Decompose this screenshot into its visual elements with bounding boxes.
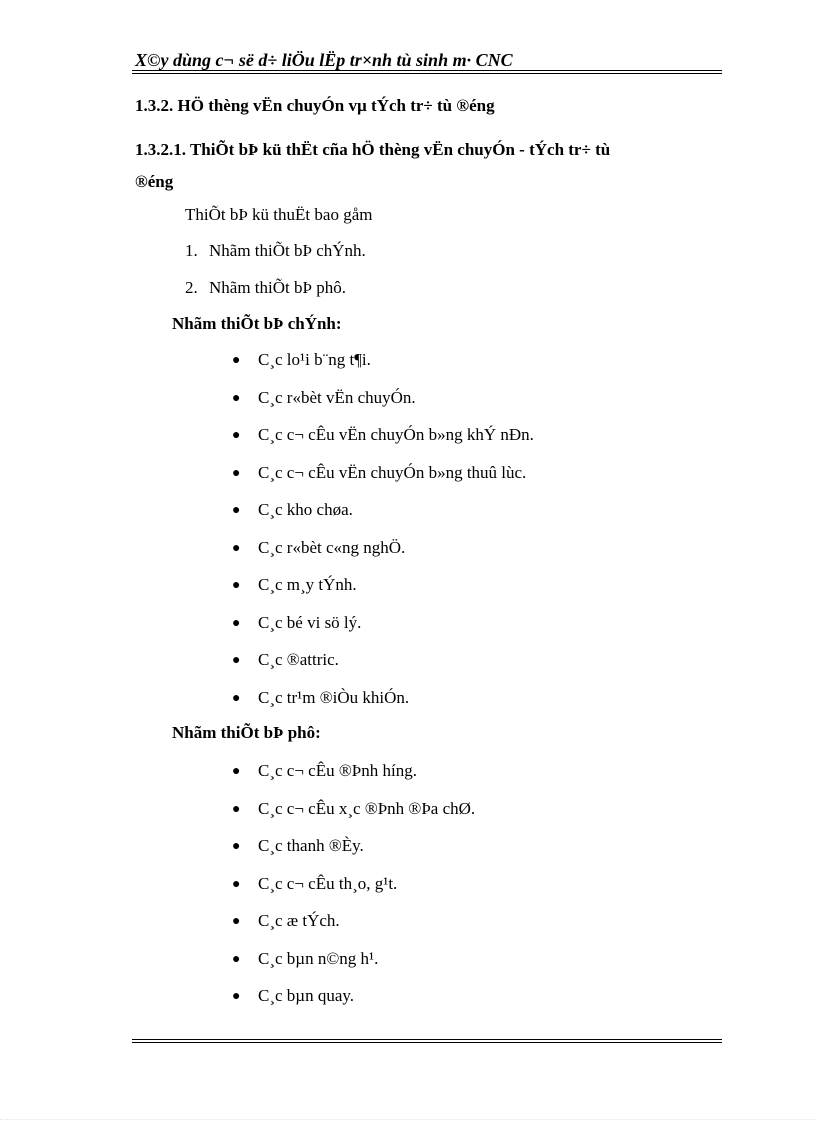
list-item: [232, 873, 475, 911]
list-item-text: C¸c r«bèt vËn chuyÓn.: [258, 387, 416, 407]
list-item-text: C¸c c¬ cÊu x¸c ®Þnh ®Þa chØ.: [258, 798, 476, 818]
list-item: [232, 462, 534, 500]
list-item-text: C¸c m¸y tÝnh.: [258, 575, 357, 594]
section-heading: 1.3.2. HÖ thèng vËn chuyÓn vµ tÝch tr÷ tù ®éng: [135, 96, 495, 115]
bullet-icon: ●: [232, 615, 241, 631]
bullet-icon: ●: [232, 428, 241, 443]
bullet-icon: ●: [232, 465, 241, 481]
bullet-icon: ●: [232, 540, 241, 556]
list-item: [232, 948, 475, 986]
item-number: 1.: [185, 241, 198, 260]
list-item-text: C¸c lo¹i b¨ng t¶i.: [258, 350, 371, 369]
subsection-heading-line1: 1.3.2.1. ThiÕt bÞ kü thËt cña hÖ thèng vËn chuyÓn - tÝch tr÷ tù: [135, 140, 611, 159]
numbered-item: [185, 277, 366, 314]
list-item-text: C¸c c¬ cÊu ®Þnh híng.: [258, 761, 417, 780]
aux-group-heading: Nhãm thiÕt bÞ phô:: [172, 723, 321, 742]
numbered-item: [185, 240, 366, 277]
list-item-text: C¸c æ tÝch.: [258, 911, 340, 930]
header-rule-1: [132, 70, 722, 71]
footer-rule-1: [132, 1039, 722, 1040]
list-item: [232, 387, 534, 425]
list-item: [232, 985, 475, 1023]
main-group-list: [232, 349, 534, 724]
header-rule-2: [132, 73, 722, 74]
list-item-text: C¸c c¬ cÊu vËn chuyÓn b»ng thuû lùc.: [258, 462, 527, 482]
list-item: [232, 424, 534, 462]
list-item-text: C¸c c¬ cÊu vËn chuyÓn b»ng khÝ nÐn.: [258, 425, 534, 444]
bullet-icon: ●: [232, 801, 241, 817]
numbered-list: [185, 240, 366, 314]
bullet-icon: ●: [232, 951, 241, 967]
subsection-heading: [135, 134, 719, 198]
list-item: [232, 499, 534, 537]
item-text: Nhãm thiÕt bÞ chÝnh.: [209, 241, 366, 260]
bullet-icon: ●: [232, 764, 241, 779]
subsection-heading-line2: ®éng: [135, 172, 174, 191]
list-item: [232, 649, 534, 687]
list-item-text: C¸c r«bèt c«ng nghÖ.: [258, 537, 406, 557]
list-item: [232, 537, 534, 575]
list-item-text: C¸c bµn n©ng h¹.: [258, 948, 379, 968]
list-item: [232, 349, 534, 387]
list-item: [232, 798, 475, 836]
list-item-text: C¸c ®attric.: [258, 650, 339, 669]
bullet-icon: ●: [232, 690, 241, 706]
list-item: [232, 910, 475, 948]
list-item: [232, 760, 475, 798]
list-item-text: C¸c thanh ®Èy.: [258, 836, 364, 855]
footer-rule-2: [132, 1042, 722, 1043]
bullet-icon: ●: [232, 503, 241, 518]
aux-group-list: [232, 760, 475, 1023]
list-item-text: C¸c c¬ cÊu th¸o, g¹t.: [258, 873, 398, 893]
list-item-text: C¸c tr¹m ®iÒu khiÓn.: [258, 687, 410, 707]
bullet-icon: ●: [232, 578, 241, 593]
bullet-icon: ●: [232, 839, 241, 854]
list-item: [232, 835, 475, 873]
main-group-heading: Nhãm thiÕt bÞ chÝnh:: [172, 314, 342, 333]
list-item: [232, 574, 534, 612]
list-item-text: C¸c bµn quay.: [258, 986, 355, 1005]
bullet-icon: ●: [232, 876, 241, 892]
list-item-text: C¸c bé vi sö lý.: [258, 612, 362, 632]
list-item: [232, 612, 534, 650]
item-number: 2.: [185, 278, 198, 297]
list-item: [232, 687, 534, 725]
bullet-icon: ●: [232, 653, 241, 668]
bullet-icon: ●: [232, 390, 241, 406]
list-item-text: C¸c kho chøa.: [258, 500, 353, 519]
item-text: Nhãm thiÕt bÞ phô.: [209, 278, 346, 297]
bullet-icon: ●: [232, 914, 241, 929]
page-edge: [0, 1119, 816, 1120]
bullet-icon: ●: [232, 353, 241, 368]
running-header: X©y dùng c¬ së d÷ liÖu lËp tr×nh tù sinh m· CNC: [135, 50, 513, 70]
bullet-icon: ●: [232, 989, 241, 1004]
intro-paragraph: ThiÕt bÞ kü thuËt bao gåm: [185, 205, 373, 224]
